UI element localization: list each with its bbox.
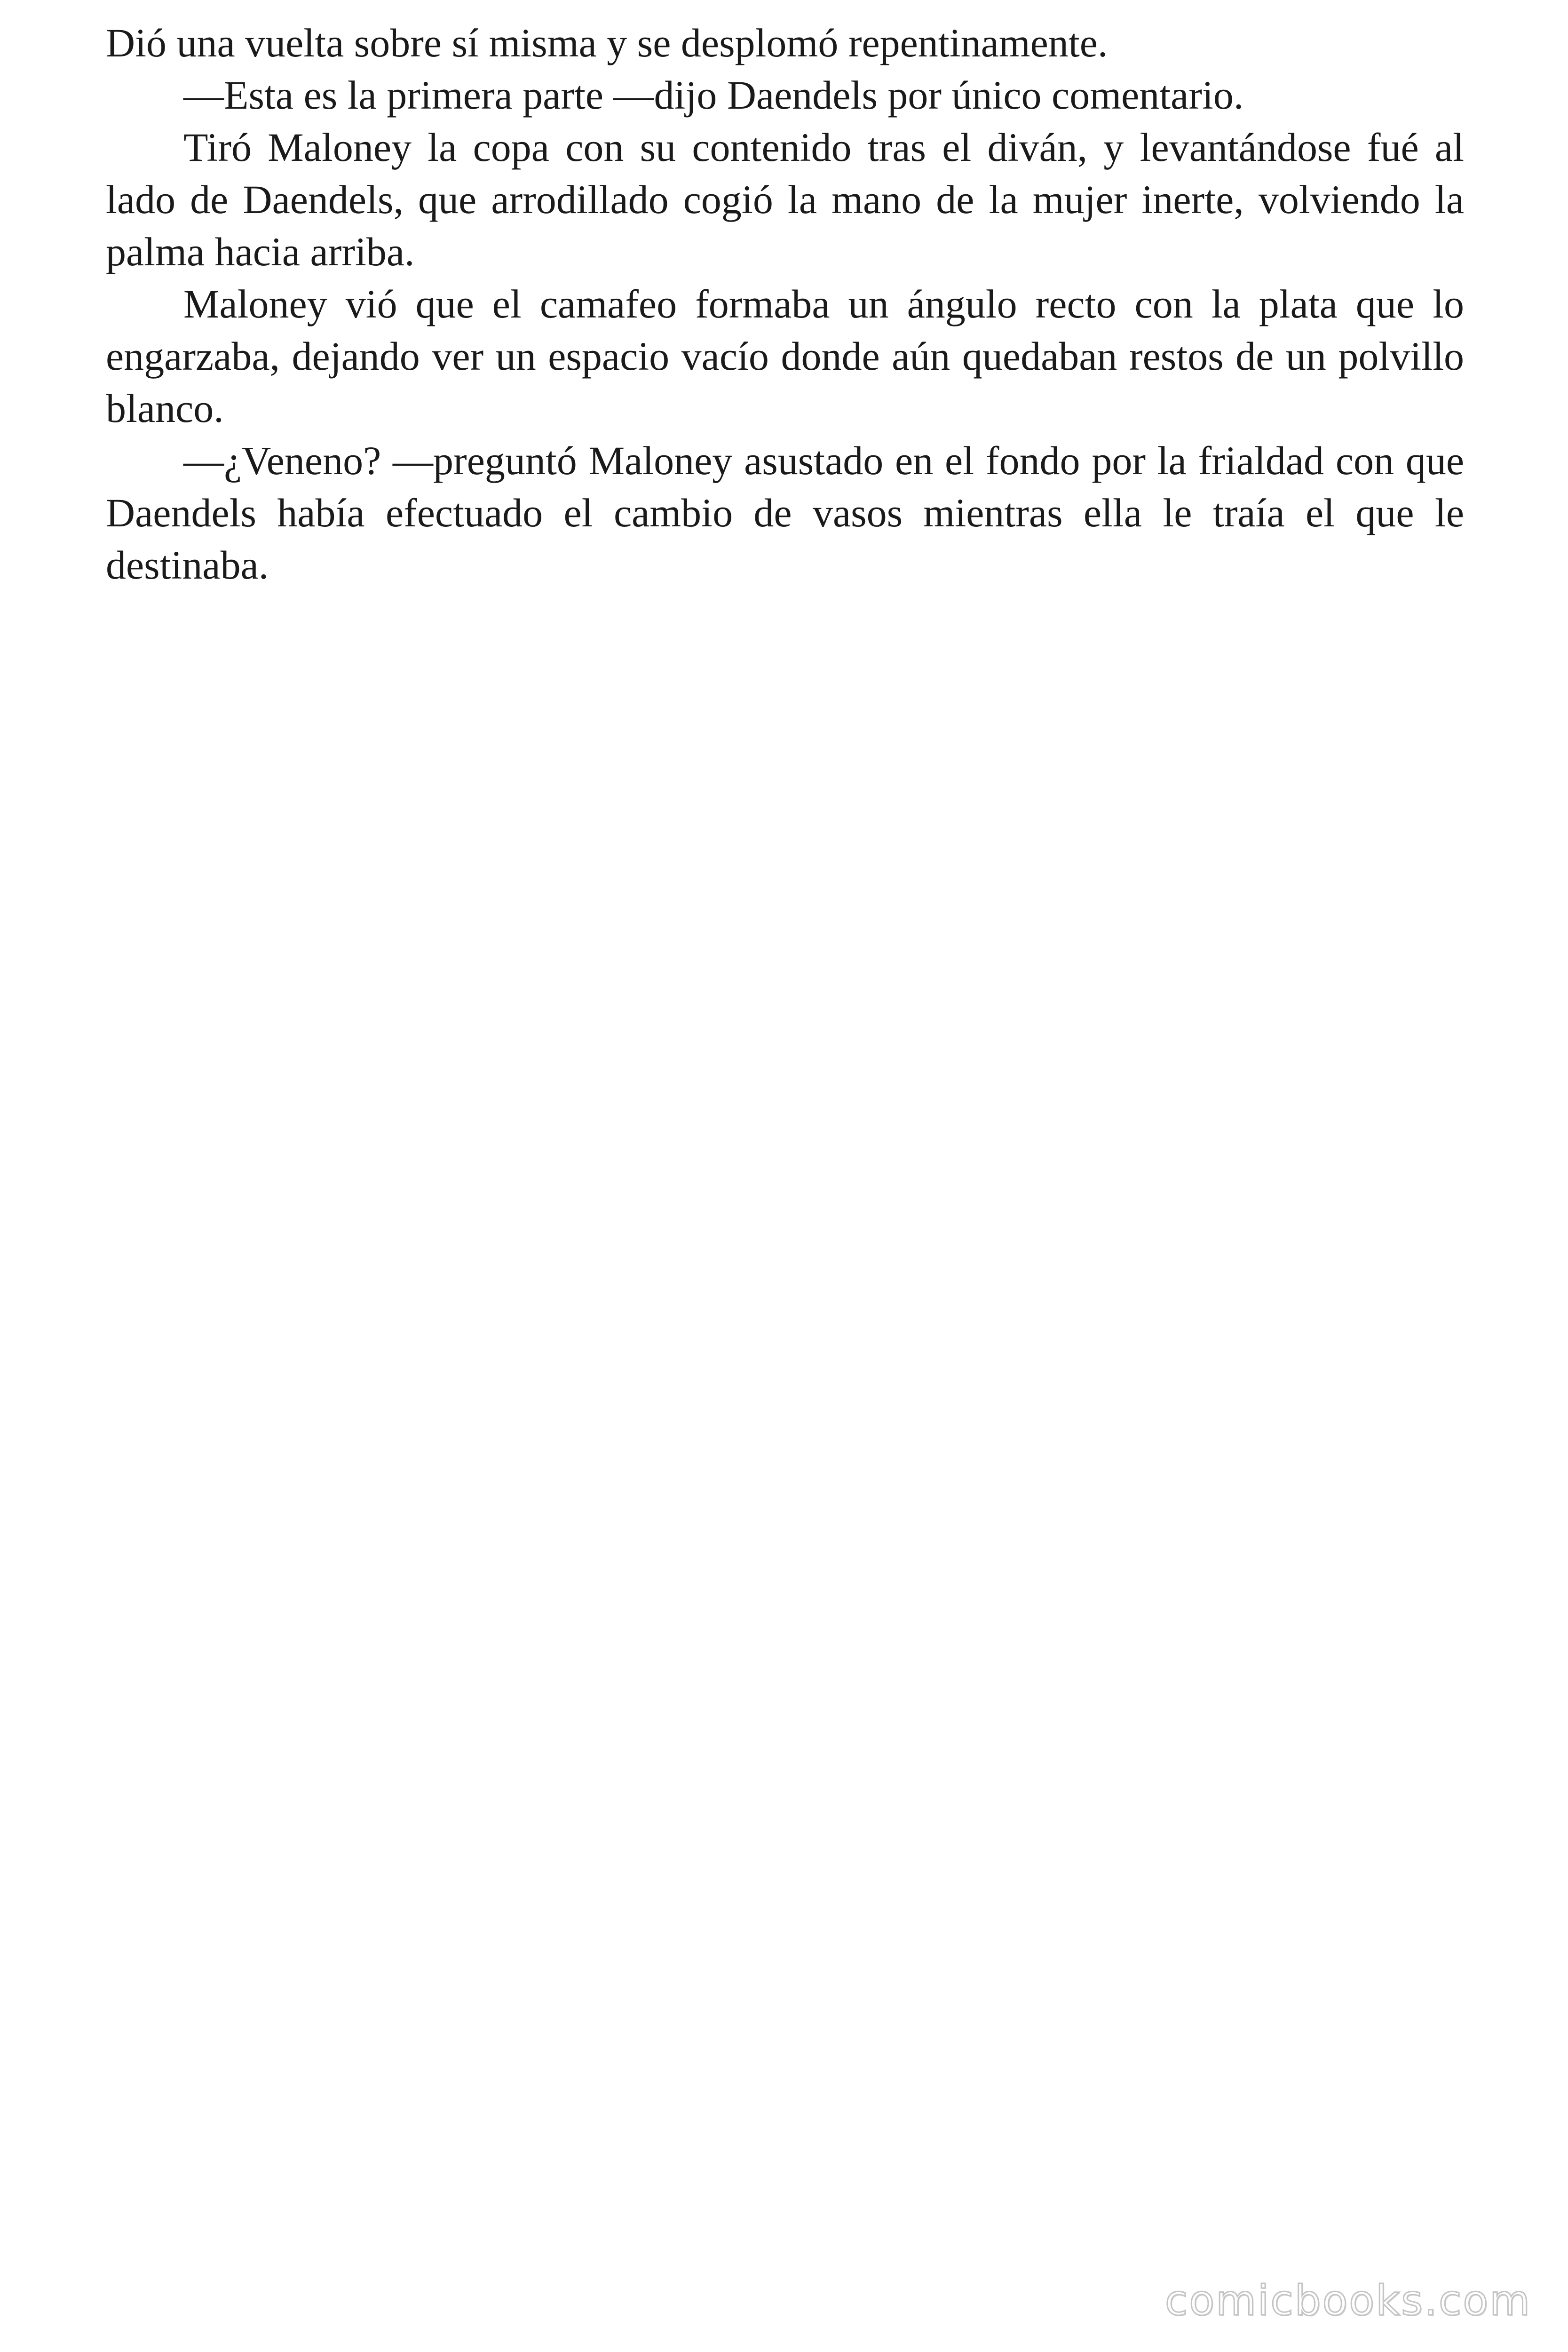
paragraph-4: Maloney vió que el camafeo formaba un ángulo recto con la plata que lo engarzaba, dejando ver un espacio vacío donde aún quedaban restos de un polvillo blanco. — [106, 281, 1464, 431]
page-text — [106, 17, 1464, 591]
watermark: comicbooks.com — [1164, 2276, 1531, 2325]
paragraph-1: Dió una vuelta sobre sí misma y se desplomó repentinamente. — [106, 20, 1108, 65]
paragraph-5: —¿Veneno? —preguntó Maloney asustado en el fondo por la frialdad con que Daendels había efectuado el cambio de vasos mientras ella le traía el que le destinaba. — [106, 438, 1464, 588]
paragraph-3: Tiró Maloney la copa con su contenido tras el diván, y levantándose fué al lado de Daendels, que arrodillado cogió la mano de la mujer inerte, volviendo la palma hacia arriba. — [106, 125, 1464, 274]
paragraph-2: —Esta es la primera parte —dijo Daendels por único comentario. — [183, 72, 1244, 118]
